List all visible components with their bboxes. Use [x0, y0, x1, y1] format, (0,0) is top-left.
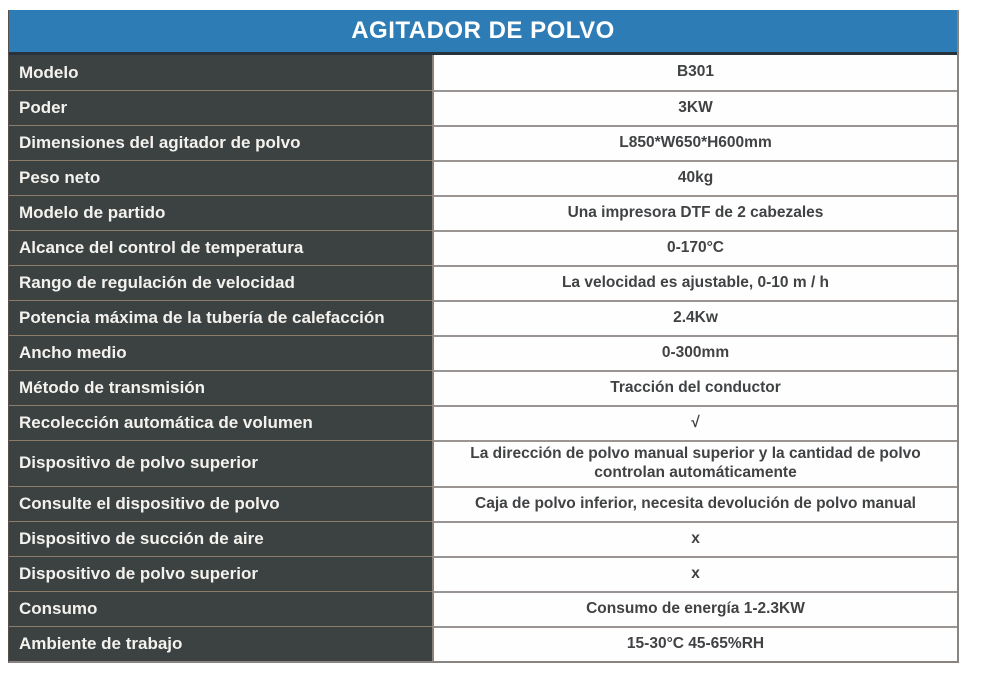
- spec-label-cell: Consulte el dispositivo de polvo: [9, 486, 432, 521]
- table-row: [9, 265, 957, 300]
- table-body: [9, 55, 957, 661]
- spec-value-cell: L850*W650*H600mm: [432, 125, 957, 160]
- spec-value-cell: x: [432, 521, 957, 556]
- spec-value-cell: √: [432, 405, 957, 440]
- table-row: [9, 335, 957, 370]
- table-row: [9, 125, 957, 160]
- table-row: [9, 591, 957, 626]
- table-row: [9, 90, 957, 125]
- spec-table: [8, 10, 959, 663]
- table-row: [9, 440, 957, 486]
- spec-label-cell: Potencia máxima de la tubería de calefacción: [9, 300, 432, 335]
- spec-label-cell: Ambiente de trabajo: [9, 626, 432, 661]
- spec-value-cell: x: [432, 556, 957, 591]
- spec-value-cell: 40kg: [432, 160, 957, 195]
- spec-value-cell: Caja de polvo inferior, necesita devolución de polvo manual: [432, 486, 957, 521]
- spec-label-cell: Alcance del control de temperatura: [9, 230, 432, 265]
- table-row: [9, 230, 957, 265]
- spec-value-cell: Tracción del conductor: [432, 370, 957, 405]
- spec-label-cell: Dimensiones del agitador de polvo: [9, 125, 432, 160]
- spec-value-cell: 0-170°C: [432, 230, 957, 265]
- spec-value-cell: 15-30°C 45-65%RH: [432, 626, 957, 661]
- spec-value-cell: Consumo de energía 1-2.3KW: [432, 591, 957, 626]
- spec-label-cell: Recolección automática de volumen: [9, 405, 432, 440]
- spec-label-cell: Dispositivo de succión de aire: [9, 521, 432, 556]
- spec-label-cell: Rango de regulación de velocidad: [9, 265, 432, 300]
- table-row: [9, 626, 957, 661]
- spec-label-cell: Peso neto: [9, 160, 432, 195]
- spec-value-cell: Una impresora DTF de 2 cabezales: [432, 195, 957, 230]
- table-row: [9, 405, 957, 440]
- spec-label-cell: Dispositivo de polvo superior: [9, 440, 432, 486]
- table-row: [9, 195, 957, 230]
- spec-label-cell: Dispositivo de polvo superior: [9, 556, 432, 591]
- table-row: [9, 55, 957, 90]
- spec-label-cell: Ancho medio: [9, 335, 432, 370]
- table-row: [9, 556, 957, 591]
- table-row: [9, 300, 957, 335]
- spec-label-cell: Poder: [9, 90, 432, 125]
- spec-value-cell: B301: [432, 55, 957, 90]
- spec-label-cell: Modelo: [9, 55, 432, 90]
- spec-value-cell: 0-300mm: [432, 335, 957, 370]
- table-row: [9, 370, 957, 405]
- spec-label-cell: Modelo de partido: [9, 195, 432, 230]
- spec-label-cell: Consumo: [9, 591, 432, 626]
- table-row: [9, 160, 957, 195]
- table-title: AGITADOR DE POLVO: [9, 10, 957, 55]
- spec-value-cell: 3KW: [432, 90, 957, 125]
- spec-value-cell: La dirección de polvo manual superior y la cantidad de polvo controlan automáticamente: [432, 440, 957, 486]
- spec-value-cell: La velocidad es ajustable, 0-10 m / h: [432, 265, 957, 300]
- spec-value-cell: 2.4Kw: [432, 300, 957, 335]
- table-row: [9, 486, 957, 521]
- table-row: [9, 521, 957, 556]
- spec-label-cell: Método de transmisión: [9, 370, 432, 405]
